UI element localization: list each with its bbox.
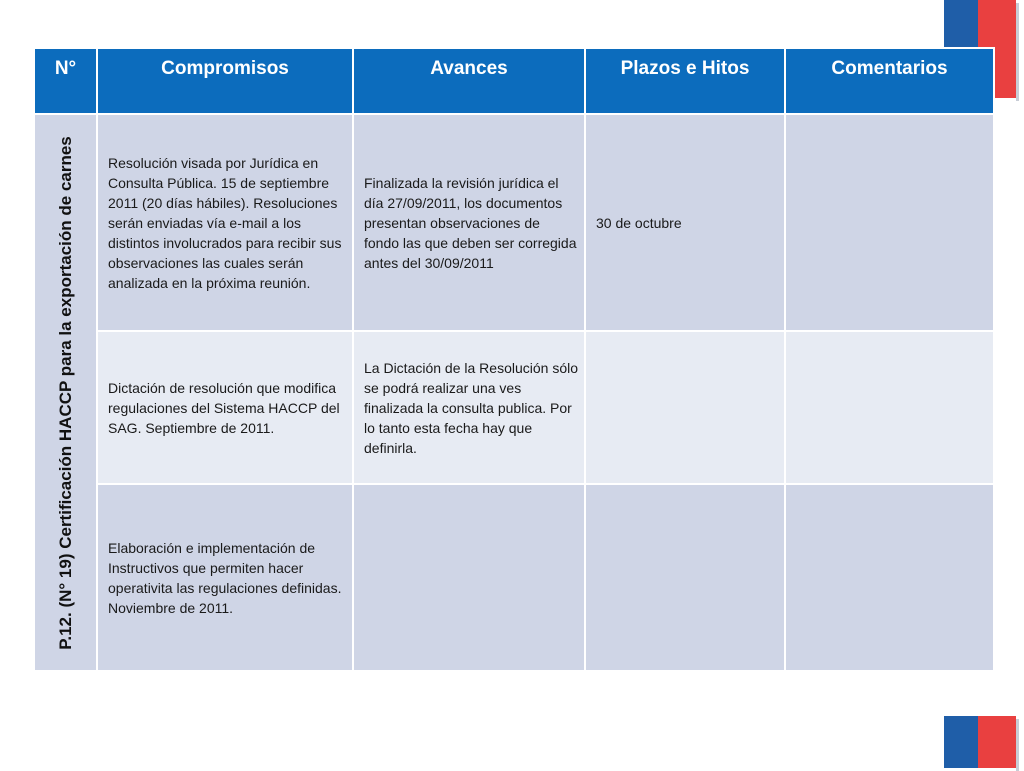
avance-cell (353, 331, 585, 484)
commitments-table (33, 47, 995, 672)
table-row (34, 331, 994, 484)
comentario-cell (785, 114, 994, 331)
header-number: N° (34, 48, 97, 114)
plazo-cell (585, 331, 785, 484)
compromiso-cell (97, 484, 353, 671)
table-row (34, 484, 994, 671)
plazo-cell (585, 114, 785, 331)
avance-cell (353, 114, 585, 331)
comentario-cell (785, 484, 994, 671)
header-avances: Avances (353, 48, 585, 114)
plazo-text: 30 de octubre (596, 214, 682, 231)
compromiso-cell (97, 331, 353, 484)
table-row (34, 114, 994, 331)
header-plazos: Plazos e Hitos (585, 48, 785, 114)
compromiso-cell (97, 114, 353, 331)
compromiso-text: Resolución visada por Jurídica en Consulta Pública. 15 de septiembre 2011 (20 días hábiles). Resoluciones serán enviadas vía e-mail a los distintos involucrados para recibir sus observaciones las cuales serán analizada en la próxima reunión. (108, 154, 342, 291)
avance-text: La Dictación de la Resolución sólo se podrá realizar una ves finalizada la consulta publica. Por lo tanto esta fecha hay que definirla. (364, 359, 579, 456)
compromiso-text: Dictación de resolución que modifica regulaciones del Sistema HACCP del SAG. Septiembre de 2011. (108, 379, 340, 436)
avance-text: Finalizada la revisión jurídica el día 27/09/2011, los documentos presentan observaciones de fondo las que deben ser corregida antes del 30/09/2011 (364, 174, 577, 271)
side-label: P.12. (N° 19) Certificación HACCP para la exportación de carnes (55, 135, 75, 650)
header-row (34, 48, 994, 114)
side-label-cell (34, 114, 97, 671)
plazo-cell (585, 484, 785, 671)
avance-cell (353, 484, 585, 671)
flag-decoration-bottom (944, 716, 1016, 768)
header-comentarios: Comentarios (785, 48, 994, 114)
comentario-cell (785, 331, 994, 484)
header-compromisos: Compromisos (97, 48, 353, 114)
compromiso-text: Elaboración e implementación de Instructivos que permiten hacer operativita las regulaciones definidas. Noviembre de 2011. (108, 539, 342, 616)
